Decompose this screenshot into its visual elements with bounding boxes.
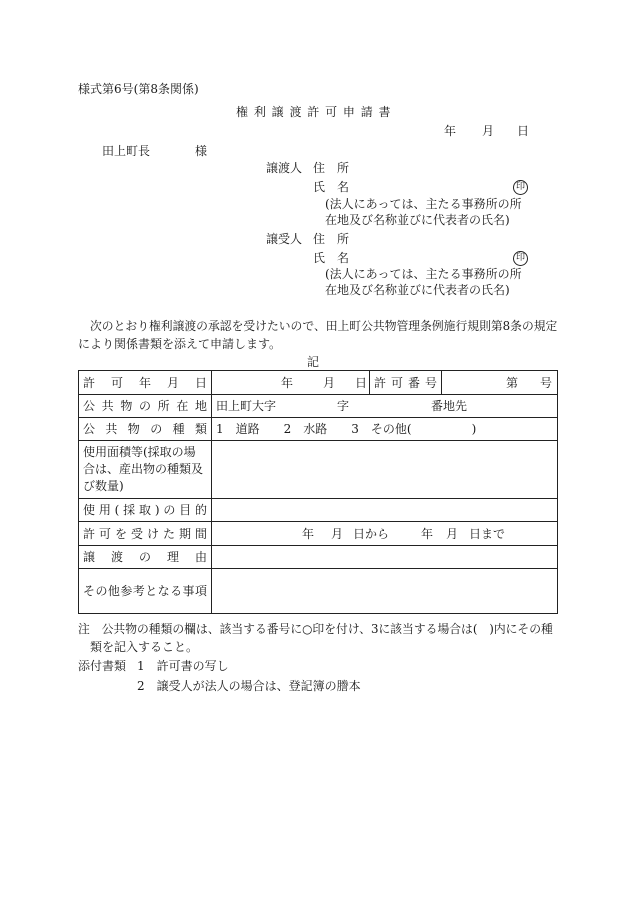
transferor-note-line1: (法人にあっては、主たる事務所の所: [325, 197, 522, 211]
permit-date-field[interactable]: [212, 371, 370, 395]
date-year: 年: [444, 124, 457, 138]
body-text-line2: により関係書類を添えて申請します。: [78, 337, 282, 351]
area-label: 使用面積等(採取の場合は、産出物の種類及び数量): [79, 441, 212, 499]
transferee-note-line2: 在地及び名称並びに代表者の氏名): [325, 283, 510, 297]
transferor-address-label: 住 所: [313, 161, 350, 175]
permit-date-day: 日: [355, 375, 368, 390]
other-label: その他参考となる事項: [79, 569, 212, 614]
permit-detail-table: [78, 370, 558, 614]
location-label: 公共物の所在地: [79, 395, 212, 418]
row-reason: [79, 546, 558, 569]
period-field[interactable]: [212, 522, 558, 546]
reason-label: 譲渡の理由: [79, 546, 212, 569]
permit-number-go: 号: [540, 375, 553, 390]
form-title: 権 利 譲 渡 許 可 申 請 書: [236, 105, 392, 119]
note-line1: 注 公共物の種類の欄は、該当する番号に○印を付け、3に該当する場合は( )内にその種: [78, 622, 553, 636]
type-options[interactable]: 1 道路 2 水路 3 その他( ): [212, 418, 558, 441]
period-to-month: 月: [446, 526, 459, 541]
permit-number-dai: 第: [506, 375, 519, 390]
transferee-seal-icon: 印: [513, 251, 528, 266]
addressee: 田上町長: [102, 144, 151, 158]
permit-number-label: 許 可 番 号: [370, 371, 442, 395]
honorific: 様: [195, 144, 208, 158]
attachment-2: 2 譲受人が法人の場合は、登記簿の謄本: [137, 679, 361, 693]
transferor-note-line2: 在地及び名称並びに代表者の氏名): [325, 213, 510, 227]
location-prefix: 田上町大字: [216, 399, 277, 413]
transferee-note-line1: (法人にあっては、主たる事務所の所: [325, 267, 522, 281]
permit-number-field[interactable]: [442, 371, 558, 395]
permit-date-year: 年: [281, 375, 294, 390]
ki-heading: 記: [307, 355, 320, 369]
row-type: [79, 418, 558, 441]
date-day: 日: [517, 124, 530, 138]
transferee-name-label: 氏 名: [313, 251, 350, 265]
location-banchi: 番地先: [431, 399, 468, 413]
attachment-1: 1 許可書の写し: [137, 659, 229, 673]
period-to-day: 日まで: [469, 526, 506, 541]
period-to-year: 年: [421, 526, 434, 541]
row-permit-date: [79, 371, 558, 395]
period-label: 許可を受けた期間: [79, 522, 212, 546]
transferee-role: 譲受人: [266, 232, 303, 246]
transferor-role: 譲渡人: [266, 161, 303, 175]
permit-date-label: 許 可 年 月 日: [79, 371, 212, 395]
row-area: [79, 441, 558, 499]
form-number: 様式第6号(第8条関係): [78, 82, 199, 96]
transferor-seal-icon: 印: [513, 180, 528, 195]
attachments-label: 添付書類: [78, 659, 127, 673]
transferee-address-label: 住 所: [313, 232, 350, 246]
purpose-label: 使用(採取)の目的: [79, 499, 212, 522]
period-from-month: 月: [331, 526, 344, 541]
period-from-day: 日から: [353, 526, 390, 541]
area-field[interactable]: [212, 441, 558, 499]
row-period: [79, 522, 558, 546]
date-month: 月: [482, 124, 495, 138]
body-text-line1: 次のとおり権利譲渡の承認を受けたいので、田上町公共物管理条例施行規則第8条の規定: [90, 319, 558, 333]
row-purpose: [79, 499, 558, 522]
location-field[interactable]: [212, 395, 558, 418]
transferor-name-label: 氏 名: [313, 180, 350, 194]
row-location: [79, 395, 558, 418]
row-other: [79, 569, 558, 614]
other-field[interactable]: [212, 569, 558, 614]
type-label: 公共物の種類: [79, 418, 212, 441]
period-from-year: 年: [302, 526, 315, 541]
permit-date-month: 月: [323, 375, 336, 390]
note-line2: 類を記入すること。: [90, 640, 199, 654]
reason-field[interactable]: [212, 546, 558, 569]
location-aza: 字: [337, 399, 350, 413]
purpose-field[interactable]: [212, 499, 558, 522]
